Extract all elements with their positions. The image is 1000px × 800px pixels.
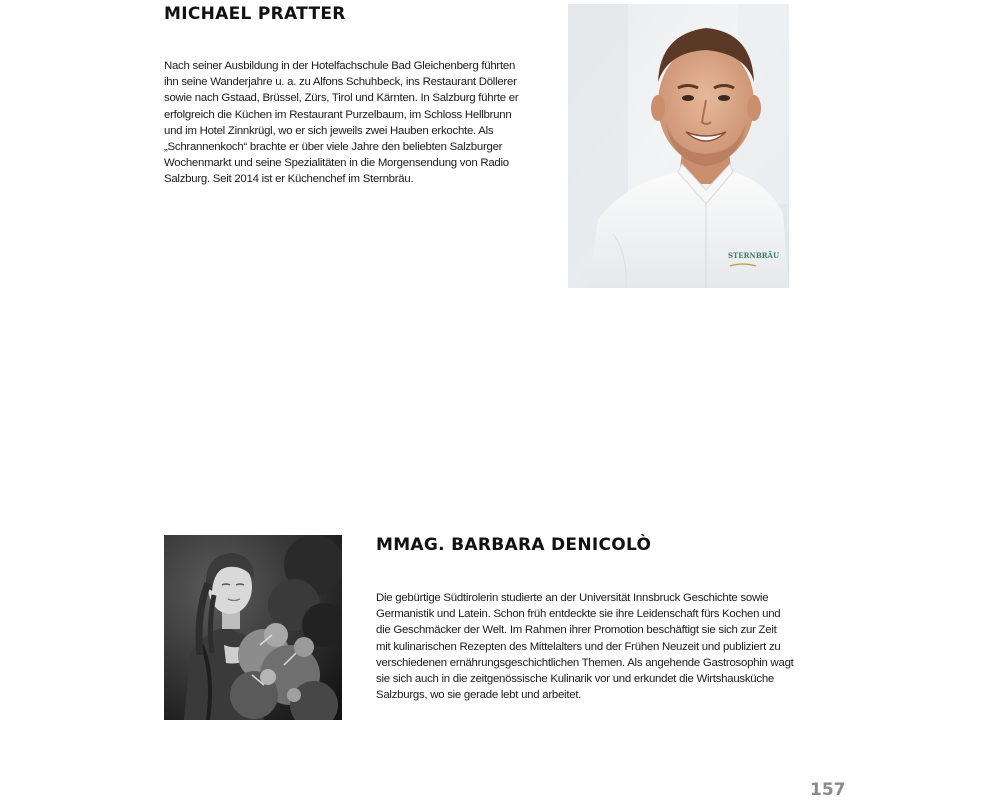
bio-line: sie sich auch in die zeitgenössische Kulinarik vor und erkundet die Wirtshausküche [376, 673, 775, 686]
profile-name-michael-pratter: MICHAEL PRATTER [164, 4, 346, 24]
bio-line: Nach seiner Ausbildung in der Hotelfachschule Bad Gleichenberg führten [164, 60, 516, 72]
profile-bio-barbara-denicolo [376, 590, 796, 703]
portrait-photo-barbara-denicolo [164, 535, 342, 720]
bio-line: „Schrannenkoch“ brachte er über viele Jahre den beliebten Salzburger [164, 141, 503, 154]
bio-line: Wochenmarkt und seine Spezialitäten in die Morgensendung von Radio [164, 157, 509, 170]
bio-line: Salzburgs, wo sie gerade lebt und arbeitet. [376, 689, 582, 702]
bio-line: verschiedenen ernährungsgeschichtlichen Themen. Als angehende Gastrosophin wagt [376, 656, 794, 669]
bio-line: und im Hotel Zinnkrügl, wo er sich jeweils zwei Hauben erkochte. Als [164, 124, 494, 137]
bio-line: mit kulinarischen Rezepten des Mittelalters und der Frühen Neuzeit und publiziert zu [376, 640, 781, 653]
bio-line: die Geschmäcker der Welt. Im Rahmen ihrer Promotion beschäftigt sie sich zur Zeit [376, 624, 777, 637]
bio-line: erfolgreich die Küchen im Restaurant Purzelbaum, im Schloss Hellbrunn [164, 108, 512, 121]
coat-logo-text: STERNBRÄU [728, 251, 780, 260]
bio-line: Germanistik und Latein. Schon früh entdeckte sie ihre Leidenschaft fürs Kochen und [376, 608, 781, 621]
profile-bio-michael-pratter [164, 58, 544, 188]
bio-line: ihn seine Wanderjahre u. a. zu Alfons Schuhbeck, ins Restaurant Döllerer [164, 76, 517, 89]
profile-name-barbara-denicolo: MMAG. BARBARA DENICOLÒ [376, 535, 652, 555]
bio-line: Die gebürtige Südtirolerin studierte an der Universität Innsbruck Geschichte sowie [376, 592, 769, 604]
page-number: 157 [810, 780, 846, 800]
bio-line: Salzburg. Seit 2014 ist er Küchenchef im Sternbräu. [164, 173, 414, 186]
portrait-photo-michael-pratter [568, 4, 789, 288]
bio-line: sowie nach Gstaad, Brüssel, Zürs, Tirol und Kärnten. In Salzburg führte er [164, 92, 519, 105]
